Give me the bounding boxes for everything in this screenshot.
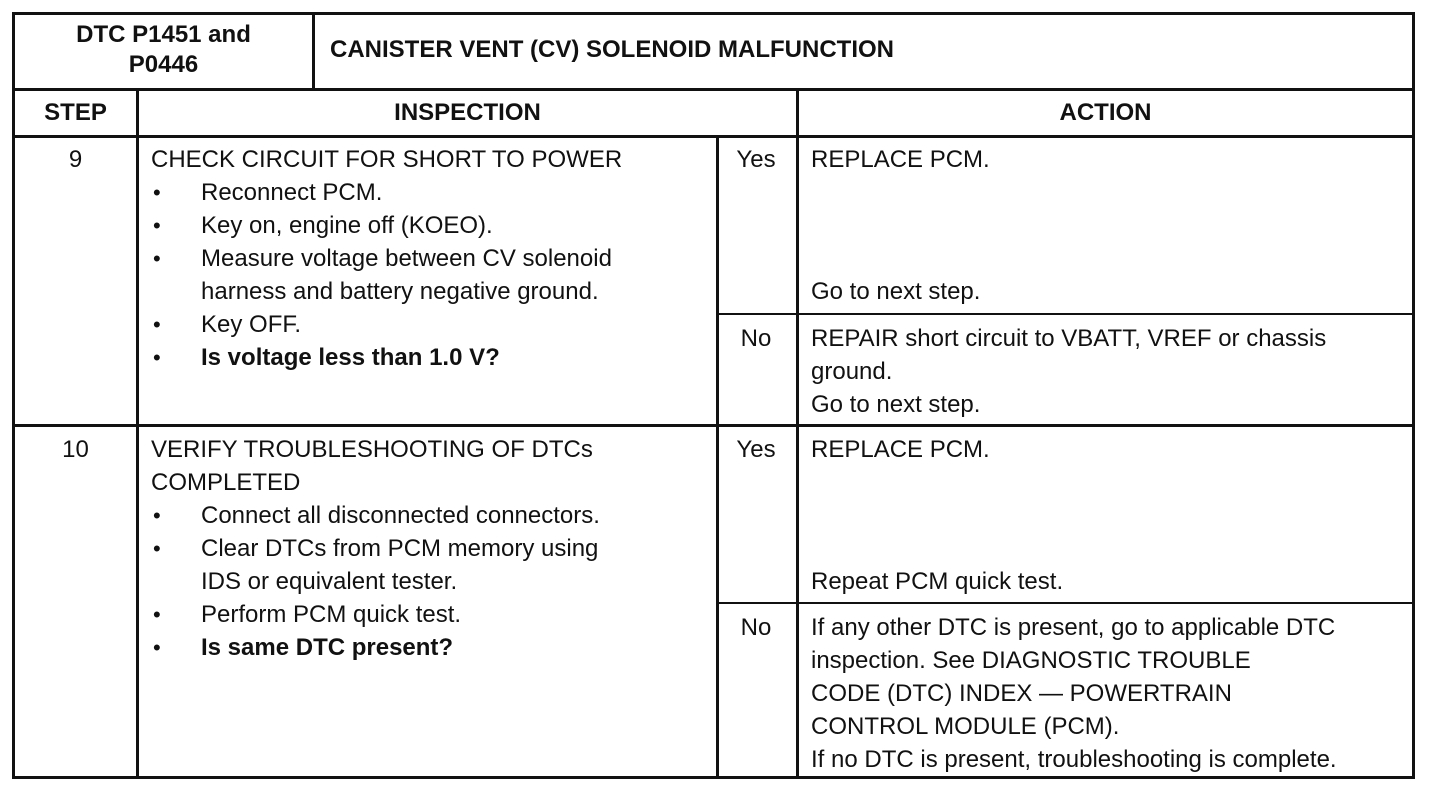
dtc-code-line1: DTC P1451 and — [76, 21, 251, 48]
table-border-top — [12, 12, 1415, 15]
bullet-icon: • — [153, 246, 161, 271]
inspection-bullet: Perform PCM quick test. — [201, 601, 462, 628]
bullet-icon: • — [153, 345, 161, 370]
step-title: CHECK CIRCUIT FOR SHORT TO POWER — [151, 146, 623, 173]
no-action-line: If any other DTC is present, go to applicable DTC — [811, 614, 1336, 641]
no-action-line: REPAIR short circuit to VBATT, VREF or chassis — [811, 325, 1327, 352]
column-header-step: STEP — [44, 99, 107, 126]
inspection-bullet: Key on, engine off (KOEO). — [201, 212, 493, 239]
bullet-icon: • — [153, 635, 161, 660]
dtc-code — [15, 20, 312, 80]
bullet-icon: • — [153, 536, 161, 561]
inspection-bullet-continued: IDS or equivalent tester. — [201, 568, 458, 595]
dtc-code-line2: P0446 — [128, 51, 199, 78]
inspection-bullet: Measure voltage between CV solenoid — [201, 245, 612, 272]
inspection-question: Is voltage less than 1.0 V? — [201, 344, 500, 371]
bullet-icon: • — [153, 213, 161, 238]
step9-yesno-divider — [716, 313, 1415, 315]
inspection-bullet: Reconnect PCM. — [201, 179, 383, 206]
yes-label: Yes — [736, 146, 776, 173]
step-number: 9 — [68, 146, 83, 173]
step-row-divider — [12, 424, 1415, 427]
step10-yesno-divider — [716, 602, 1415, 604]
bullet-icon: • — [153, 180, 161, 205]
no-action-line: CODE (DTC) INDEX — POWERTRAIN — [811, 680, 1232, 707]
step-col-divider — [136, 88, 139, 778]
bullet-icon: • — [153, 503, 161, 528]
no-label: No — [740, 325, 772, 352]
step-title-line: VERIFY TROUBLESHOOTING OF DTCs — [151, 436, 593, 463]
inspection-question: Is same DTC present? — [201, 634, 454, 661]
column-header-action: ACTION — [1059, 99, 1152, 126]
inspection-bullet: Connect all disconnected connectors. — [201, 502, 600, 529]
yes-action-line: REPLACE PCM. — [811, 146, 990, 173]
bullet-icon: • — [153, 312, 161, 337]
no-action-line: If no DTC is present, troubleshooting is complete. — [811, 746, 1337, 773]
inspection-bullet: Clear DTCs from PCM memory using — [201, 535, 599, 562]
table-border-right — [1412, 12, 1415, 779]
no-action-line: Go to next step. — [811, 391, 981, 418]
no-action-line: ground. — [811, 358, 893, 385]
page-title: CANISTER VENT (CV) SOLENOID MALFUNCTION — [330, 36, 894, 63]
column-header-inspection: INSPECTION — [394, 99, 541, 126]
no-action-line: CONTROL MODULE (PCM). — [811, 713, 1120, 740]
step-number: 10 — [62, 436, 89, 463]
action-col-divider — [796, 88, 799, 778]
no-label: No — [740, 614, 772, 641]
inspection-bullet-continued: harness and battery negative ground. — [201, 278, 599, 305]
no-action-line: inspection. See DIAGNOSTIC TROUBLE — [811, 647, 1251, 674]
yes-action-line: Go to next step. — [811, 278, 981, 305]
yes-label: Yes — [736, 436, 776, 463]
header-divider — [12, 88, 1415, 91]
step-title-line: COMPLETED — [151, 469, 301, 496]
header-col-divider — [312, 12, 315, 90]
column-header-divider — [12, 135, 1415, 138]
yes-action-line: REPLACE PCM. — [811, 436, 990, 463]
inspection-bullet: Key OFF. — [201, 311, 302, 338]
yes-action-line: Repeat PCM quick test. — [811, 568, 1064, 595]
bullet-icon: • — [153, 602, 161, 627]
